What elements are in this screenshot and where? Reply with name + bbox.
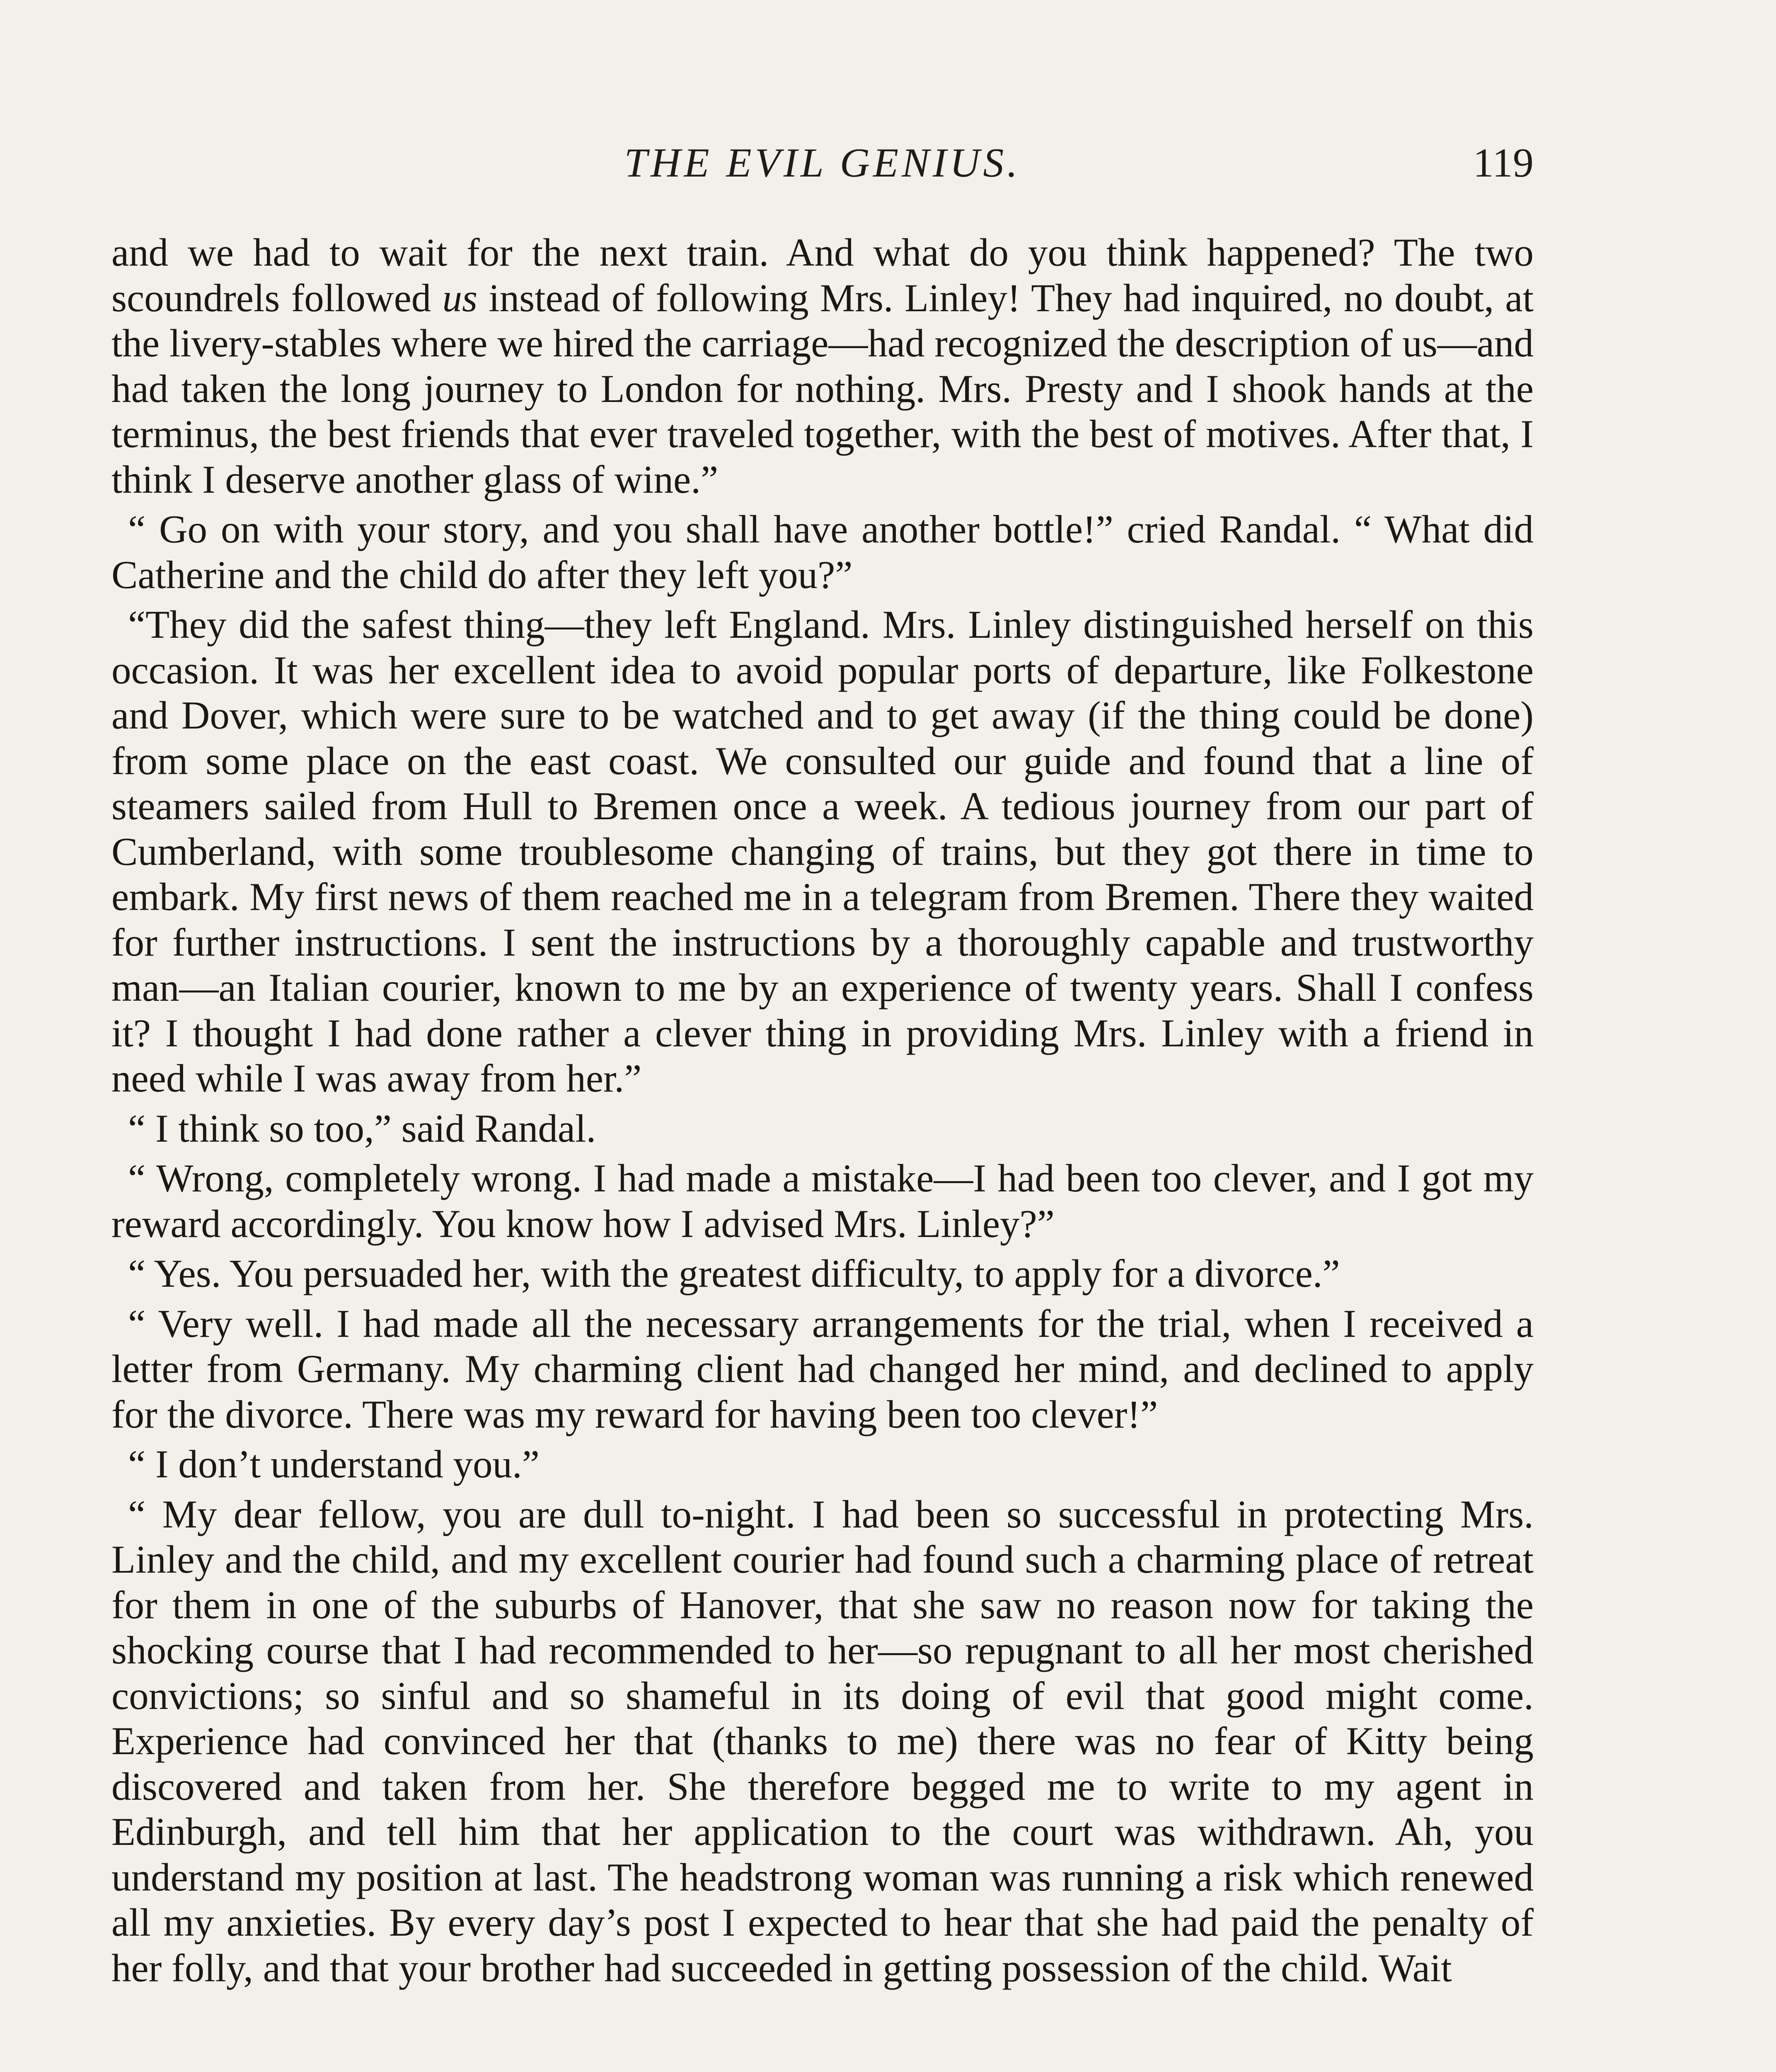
- paragraph-7: “ Very well. I had made all the necessary arrangements for the trial, when I received a letter from Germany. My charming client had changed her mind, and declined to apply for the divorce. There was my reward for having been too clever!”: [111, 1301, 1534, 1436]
- paragraph-1-text-start: and we had to wait for the next train. And what do you think happened? The two scoundrels followed: [111, 230, 1534, 320]
- paragraph-1: [111, 230, 1534, 502]
- paragraph-8: “ I don’t understand you.”: [128, 1442, 540, 1486]
- paragraph-3: “They did the safest thing—they left England. Mrs. Linley distinguished herself on this occasion. It was her excellent idea to avoid popular ports of departure, like Folkestone and Dover, which were sure to be watched and to get away (if the thing could be done) from some place on the east coast. We consulted our guide and found that a line of steamers sailed from Hull to Bremen once a week. A tedious journey from our part of Cumberland, with some troublesome changing of trains, but they got there in time to embark. My first news of them reached me in a telegram from Bremen. There they waited for further instructions. I sent the instructions by a thoroughly capable and trustworthy man—an Italian courier, known to me by an experience of twenty years. Shall I confess it? I thought I had done rather a clever thing in providing Mrs. Linley with a friend in need while I was away from her.”: [111, 603, 1534, 1100]
- paragraph-5: “ Wrong, completely wrong. I had made a mistake—I had been too clever, and I got my reward accordingly. You know how I advised Mrs. Linley?”: [111, 1156, 1534, 1246]
- running-head: [111, 132, 1534, 194]
- running-title: THE EVIL GENIUS.: [624, 140, 1021, 186]
- body-text: [111, 230, 1534, 1995]
- page-number: 119: [1473, 140, 1534, 186]
- paragraph-1-text-end: instead of following Mrs. Linley! They had inquired, no doubt, at the livery-stables where we hired the carriage—had recognized the description of us—and had taken the long journey to London for nothing. Mrs. Presty and I shook hands at the terminus, the best friends that ever traveled together, with the best of motives. After that, I think I deserve another glass of wine.”: [111, 276, 1534, 501]
- paragraph-9: “ My dear fellow, you are dull to-night. I had been so successful in protecting Mrs. Linley and the child, and my excellent courier had found such a charming place of retreat for them in one of the suburbs of Hanover, that she saw no reason now for taking the shocking course that I had recommended to her—so repugnant to all her most cherished convictions; so sinful and so shameful in its doing of evil that good might come. Experience had convinced her that (thanks to me) there was no fear of Kitty being discovered and taken from her. She therefore begged me to write to my agent in Edinburgh, and tell him that her application to the court was withdrawn. Ah, you understand my position at last. The headstrong woman was running a risk which renewed all my anxieties. By every day’s post I expected to hear that she had paid the penalty of her folly, and that your brother had succeeded in getting possession of the child. Wait: [111, 1492, 1534, 1990]
- paragraph-4: “ I think so too,” said Randal.: [128, 1106, 596, 1150]
- emphasis-us: us: [442, 276, 478, 320]
- paragraph-6: “ Yes. You persuaded her, with the greatest difficulty, to apply for a divorce.”: [128, 1251, 1340, 1295]
- paragraph-2: “ Go on with your story, and you shall have another bottle!” cried Randal. “ What did Catherine and the child do after they left you?”: [111, 507, 1534, 597]
